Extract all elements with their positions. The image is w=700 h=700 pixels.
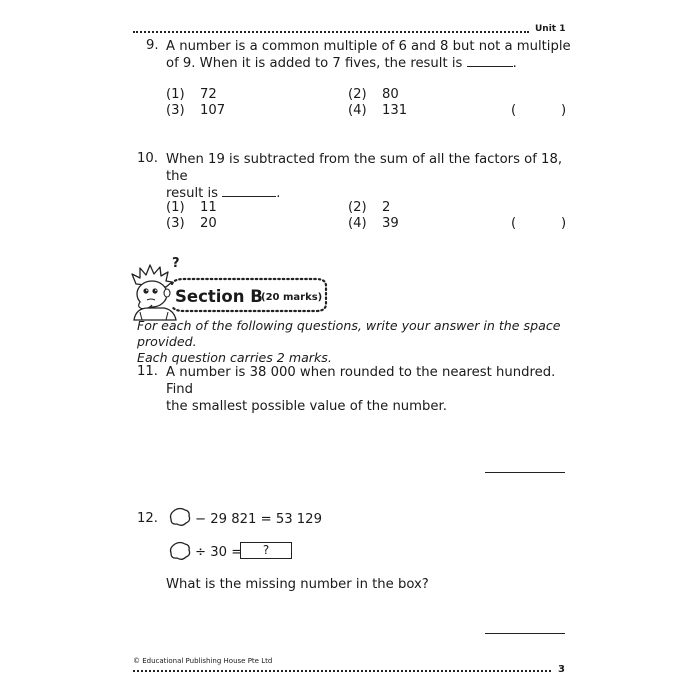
q10-option-1-value: 11	[200, 200, 217, 215]
question-9-line-2: of 9. When it is added to 7 fives, the result is .	[166, 56, 517, 71]
question-10-line-2: result is .	[166, 186, 281, 201]
q9-option-3-label: (3)	[166, 103, 185, 118]
footer-publisher: © Educational Publishing House Pte Ltd	[133, 657, 273, 665]
question-10-number: 10.	[137, 151, 158, 166]
q10-option-3-label: (3)	[166, 216, 185, 231]
question-11-line-2: the smallest possible value of the number.	[166, 399, 447, 414]
q12-prompt: What is the missing number in the box?	[166, 577, 429, 592]
question-9-blank	[467, 56, 513, 67]
unit-label: Unit 1	[535, 24, 566, 34]
q12-equation-2: ÷ 30 =	[195, 545, 243, 560]
q9-answer-bracket-close: )	[561, 103, 567, 118]
question-9-number: 9.	[146, 38, 159, 53]
question-9-line-2-text: of 9. When it is added to 7 fives, the result is	[166, 56, 463, 71]
q11-answer-line[interactable]	[485, 472, 565, 473]
q9-option-2-label: (2)	[348, 87, 367, 102]
question-9-text	[166, 38, 576, 72]
q10-option-2-label: (2)	[348, 200, 367, 215]
q9-option-2-value: 80	[382, 87, 399, 102]
cloud-shape-icon	[168, 506, 192, 528]
question-10-text	[166, 151, 576, 202]
q10-answer-bracket-close: )	[561, 216, 567, 231]
question-10-line-2-text: result is	[166, 186, 219, 201]
q10-option-4-label: (4)	[348, 216, 367, 231]
question-9-line-1: A number is a common multiple of 6 and 8 but not a multiple	[166, 39, 571, 54]
footer-dotted-rule	[133, 670, 551, 672]
question-11-number: 11.	[137, 364, 158, 379]
q9-option-1-value: 72	[200, 87, 217, 102]
q10-answer-bracket-open: (	[511, 216, 517, 231]
question-10-line-1: When 19 is subtracted from the sum of all the factors of 18, the	[166, 152, 563, 184]
question-12-number: 12.	[137, 511, 158, 526]
q9-option-4-value: 131	[382, 103, 408, 118]
q12-equation-1: − 29 821 = 53 129	[195, 512, 322, 527]
q9-answer-bracket-open: (	[511, 103, 517, 118]
q12-missing-number-box: ?	[240, 542, 292, 559]
q10-option-1-label: (1)	[166, 200, 185, 215]
question-11-text	[166, 364, 576, 415]
q9-option-3-value: 107	[200, 103, 226, 118]
header-dotted-rule	[133, 31, 529, 33]
q12-answer-line[interactable]	[485, 633, 565, 634]
question-10-blank	[222, 186, 276, 197]
cloud-shape-icon-2	[168, 540, 192, 562]
question-11-line-1: A number is 38 000 when rounded to the nearest hundred. Find	[166, 365, 556, 397]
page-number: 3	[558, 664, 565, 675]
q10-option-4-value: 39	[382, 216, 399, 231]
q10-option-3-value: 20	[200, 216, 217, 231]
instruction-line-1: For each of the following questions, write your answer in the space provided.	[137, 318, 561, 349]
section-b-instructions	[137, 318, 577, 366]
q9-option-1-label: (1)	[166, 87, 185, 102]
q10-option-2-value: 2	[382, 200, 391, 215]
section-b-title: Section B	[175, 287, 263, 306]
instruction-line-2: Each question carries 2 marks.	[137, 350, 332, 365]
q9-option-4-label: (4)	[348, 103, 367, 118]
thinking-question-mark: ?	[172, 256, 180, 271]
section-b-marks: (20 marks)	[261, 292, 323, 303]
